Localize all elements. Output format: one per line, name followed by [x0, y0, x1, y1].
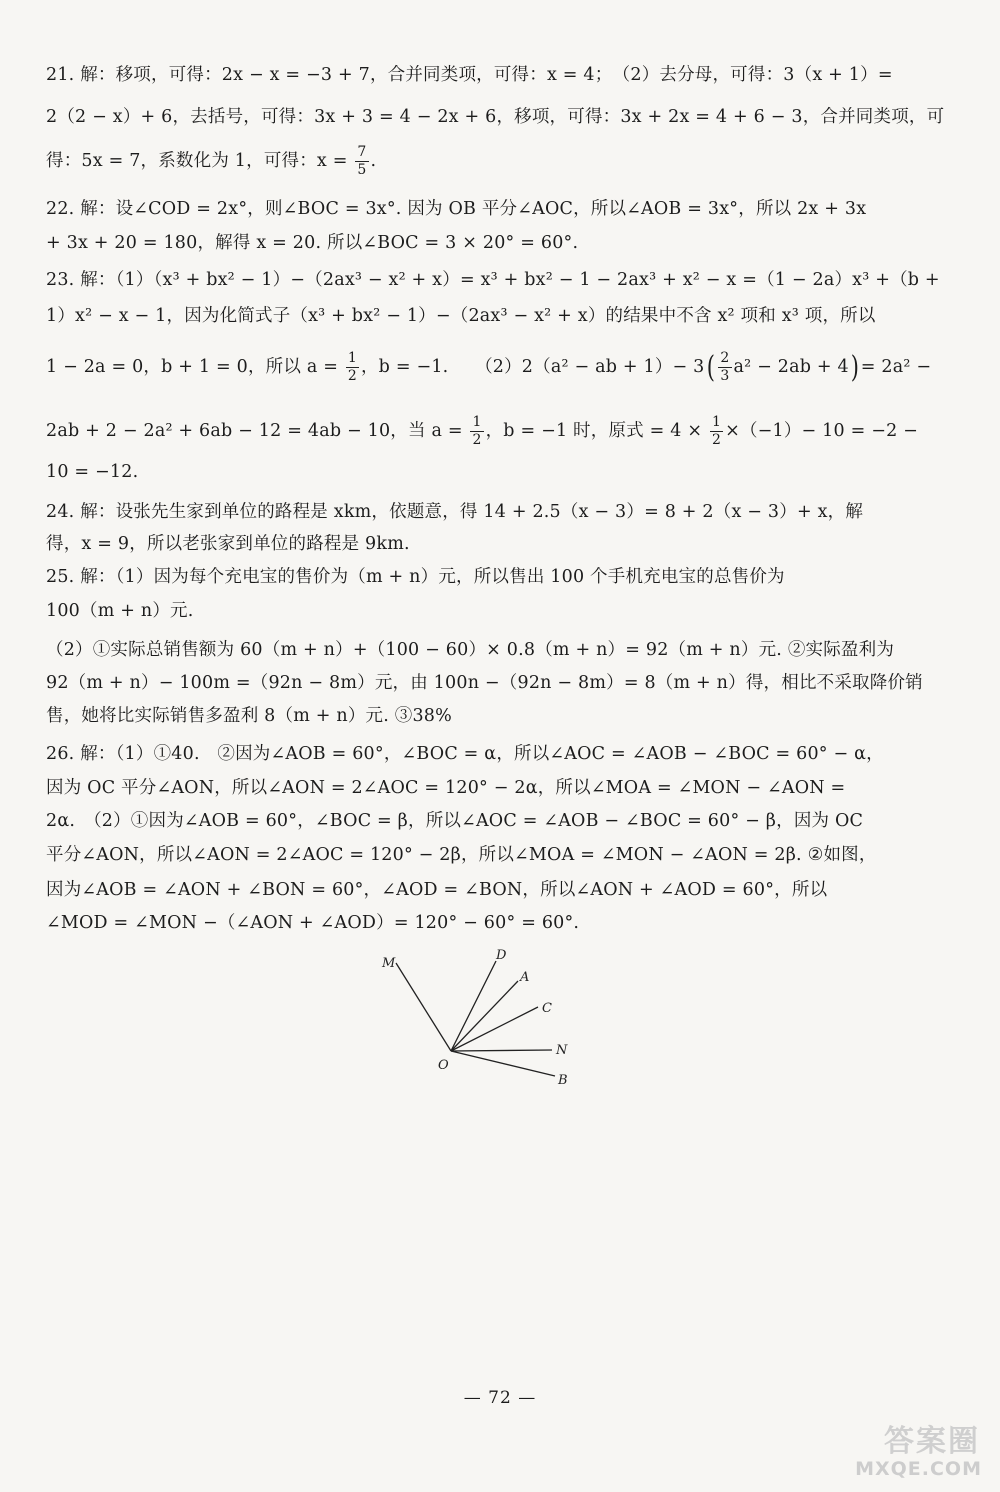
q26-line-2: 因为 OC 平分∠AON，所以∠AON = 2∠AOC = 120° − 2α，所以∠MOA = ∠MON − ∠AON =	[46, 778, 846, 798]
q21-line-3-end: .	[370, 151, 377, 171]
q26-line-6: ∠MOD = ∠MON −（∠AON + ∠AOD）= 120° − 60° = 60°.	[46, 913, 580, 933]
q25-line-3: （2）①实际总销售额为 60（m + n）+（100 − 60）× 0.8（m + n）= 92（m + n）元. ②实际盈利为	[46, 640, 895, 660]
label-c: C	[542, 1001, 552, 1016]
q21-line-3	[46, 144, 946, 179]
q26-line-4: 平分∠AON，所以∠AON = 2∠AOC = 120° − 2β，所以∠MOA = ∠MON − ∠AON = 2β. ②如图，	[46, 845, 877, 865]
q23-l4-frac-2-den: 2	[711, 432, 722, 448]
q23-line-5: 10 = −12.	[46, 462, 139, 482]
q22-line-1: 22. 解：设∠COD = 2x°，则∠BOC = 3x°. 因为 OB 平分∠AOC，所以∠AOB = 3x°，所以 2x + 3x	[46, 199, 867, 219]
q24-line-2: 得，x = 9，所以老张家到单位的路程是 9km.	[46, 534, 410, 554]
q26-line-1: 26. 解：（1）①40. ②因为∠AOB = 60°，∠BOC = α，所以∠AOC = ∠AOB − ∠BOC = 60° − α，	[46, 744, 884, 764]
q25-line-5: 售，她将比实际销售多盈利 8（m + n）元. ③38%	[46, 706, 452, 726]
q23-l3-frac-2-den: 3	[720, 368, 730, 384]
q23-l3-frac-1	[346, 350, 359, 385]
ray-oa	[451, 981, 518, 1051]
ray-od	[451, 961, 496, 1051]
q23-l3-frac-1-num: 1	[347, 350, 357, 366]
q25-line-2: 100（m + n）元.	[46, 601, 194, 621]
q23-l4-b: ，b = −1 时，原式 = 4 ×	[485, 421, 708, 441]
q23-l3-b: ，b = −1. （2）2（a² − ab + 1）− 3	[360, 357, 705, 377]
angle-diagram	[370, 945, 590, 1095]
q23-l3-c: a² − 2ab + 4	[733, 357, 849, 377]
label-b: B	[558, 1073, 568, 1088]
watermark-logo	[820, 1412, 990, 1488]
q22-line-2: + 3x + 20 = 180，解得 x = 20. 所以∠BOC = 3 × 20° = 60°.	[46, 233, 579, 253]
q21-frac-num: 7	[357, 144, 367, 160]
label-n: N	[556, 1043, 568, 1058]
q25-line-1: 25. 解：（1）因为每个充电宝的售价为（m + n）元，所以售出 100 个手机充电宝的总售价为	[46, 567, 785, 587]
watermark-top-text: 答案圈	[884, 1424, 980, 1459]
q23-l3-frac-2-num: 2	[720, 350, 730, 366]
ray-om	[396, 963, 451, 1051]
q23-l3-d: = 2a² −	[860, 357, 932, 377]
q26-line-5: 因为∠AOB = ∠AON + ∠BON = 60°，∠AOD = ∠BON，所以∠AON + ∠AOD = 60°，所以	[46, 880, 828, 900]
page-number: — 72 —	[463, 1388, 537, 1408]
q25-line-4: 92（m + n）− 100m =（92n − 8m）元，由 100n −（92n − 8m）= 8（m + n）得，相比不采取降价销	[46, 673, 923, 693]
ray-on	[451, 1050, 552, 1051]
q23-line-4	[46, 414, 946, 449]
label-d: D	[496, 948, 507, 963]
q26-line-3: 2α. （2）①因为∠AOB = 60°，∠BOC = β，所以∠AOC = ∠AOB − ∠BOC = 60° − β，因为 OC	[46, 811, 864, 831]
watermark-bottom-text: MXQE.COM	[855, 1458, 982, 1480]
q23-l3-frac-2	[718, 350, 731, 385]
q23-line-3	[46, 350, 946, 385]
q23-line-1: 23. 解：（1）（x³ + bx² − 1）−（2ax³ − x² + x）= x³ + bx² − 1 − 2ax³ + x² − x =（1 − 2a）x³ +（b +	[46, 270, 940, 290]
q21-fraction	[355, 144, 368, 179]
label-m: M	[382, 956, 396, 971]
q23-l4-frac-1-num: 1	[472, 414, 482, 430]
left-paren-glyph: (	[706, 349, 715, 385]
q23-l4-frac-1-den: 2	[472, 432, 482, 448]
q21-line-1: 21. 解：移项，可得：2x − x = −3 + 7，合并同类项，可得：x = 4； （2）去分母，可得：3（x + 1）=	[46, 65, 893, 85]
q23-l4-a: 2ab + 2 − 2a² + 6ab − 12 = 4ab − 10，当 a =	[46, 421, 469, 441]
q21-frac-den: 5	[357, 162, 367, 178]
q23-line-2: 1）x² − x − 1，因为化简式子（x³ + bx² − 1）−（2ax³ − x² + x）的结果中不含 x² 项和 x³ 项，所以	[46, 306, 876, 326]
q23-l4-frac-2-num: 1	[711, 414, 722, 430]
q24-line-1: 24. 解：设张先生家到单位的路程是 xkm，依题意，得 14 + 2.5（x − 3）= 8 + 2（x − 3）+ x，解	[46, 502, 864, 522]
q23-l3-frac-1-den: 2	[347, 368, 357, 384]
q23-l4-frac-2	[710, 414, 723, 449]
label-a: A	[520, 970, 530, 985]
q21-line-3-text: 得：5x = 7，系数化为 1，可得：x =	[46, 151, 354, 171]
label-o: O	[438, 1058, 449, 1073]
q21-line-2: 2（2 − x）+ 6，去括号，可得：3x + 3 = 4 − 2x + 6，移项，可得：3x + 2x = 4 + 6 − 3，合并同类项，可	[46, 107, 945, 127]
right-paren-glyph: )	[850, 349, 859, 385]
q23-l3-a: 1 − 2a = 0，b + 1 = 0，所以 a =	[46, 357, 344, 377]
q23-l4-c: ×（−1）− 10 = −2 −	[725, 421, 919, 441]
ray-ob	[451, 1051, 555, 1076]
q23-l4-frac-1	[470, 414, 483, 449]
ray-oc	[451, 1007, 538, 1051]
